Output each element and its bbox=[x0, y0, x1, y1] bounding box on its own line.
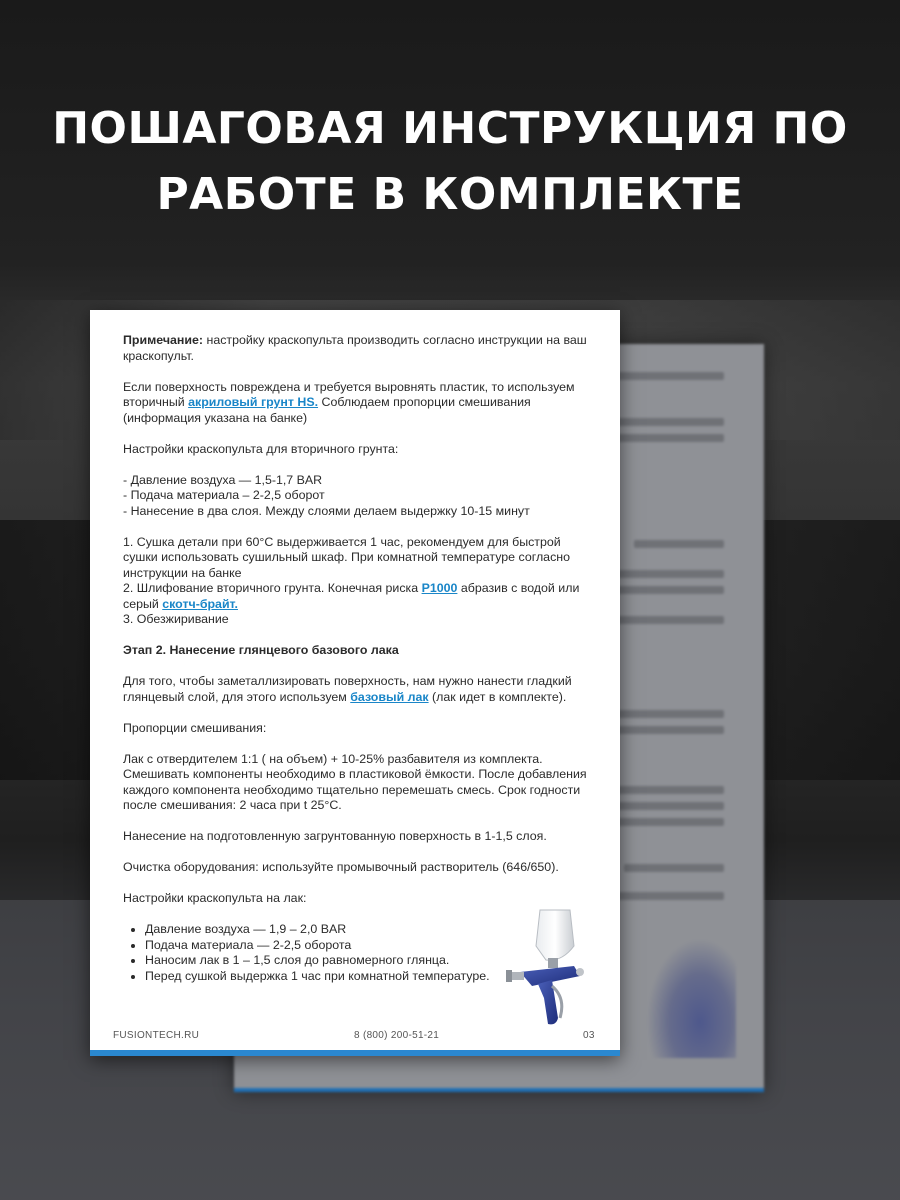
primer-paragraph bbox=[123, 380, 593, 427]
scotch-brite-link[interactable]: скотч-брайт. bbox=[162, 596, 238, 611]
primer-text-a: Если поверхность повреждена и требуется выровнять пластик, то используем вторичный bbox=[123, 379, 575, 409]
primer-setting-item: - Давление воздуха — 1,5-1,7 BAR bbox=[123, 472, 323, 487]
primer-settings-title: Настройки краскопульта для вторичного грунта: bbox=[123, 441, 399, 456]
footer-page-number: 03 bbox=[583, 1030, 595, 1041]
back-page-footer-bar bbox=[234, 1088, 764, 1092]
application-text: Нанесение на подготовленную загрунтованную поверхность в 1-1,5 слоя. bbox=[123, 829, 547, 843]
acrylic-primer-link[interactable]: акриловый грунт HS. bbox=[188, 395, 319, 409]
headline-line-1: ПОШАГОВАЯ ИНСТРУКЦИЯ ПО bbox=[52, 103, 848, 154]
footer-phone: 8 (800) 200-51-21 bbox=[354, 1030, 440, 1041]
lacquer-setting-item: • Подача материала — 2-2,5 оборота bbox=[145, 938, 593, 954]
lacquer-setting-item: • Наносим лак в 1 – 1,5 слоя до равномерного глянца. bbox=[145, 953, 593, 969]
step-2 bbox=[123, 581, 593, 612]
page-footer bbox=[90, 1022, 620, 1056]
note-paragraph bbox=[123, 333, 593, 364]
primer-setting-item: - Нанесение в два слоя. Между слоями делаем выдержку 10-15 минут bbox=[123, 503, 530, 518]
p1000-link[interactable]: P1000 bbox=[421, 581, 458, 595]
lacquer-setting-item: • Перед сушкой выдержка 1 час при комнатной температуре. bbox=[145, 969, 593, 985]
stage-2-title bbox=[123, 643, 593, 659]
step-2-text-b: абразив с водой или серый bbox=[123, 581, 580, 611]
page-content bbox=[123, 333, 593, 984]
instruction-page bbox=[90, 310, 620, 1056]
note-label: Примечание: bbox=[123, 333, 204, 347]
headline bbox=[0, 96, 900, 228]
blurred-text-line bbox=[614, 892, 724, 900]
step-3: 3. Обезжиривание bbox=[123, 612, 229, 626]
blurred-text-line bbox=[604, 616, 724, 624]
blurred-text-line bbox=[634, 540, 724, 548]
step-1: 1. Сушка детали при 60°C выдерживается 1 час, рекомендуем для быстрой сушки использовать сушильный шкаф. При комнатной температуре согласно инструкции на банке bbox=[123, 534, 571, 580]
primer-text-b: Соблюдаем пропорции смешивания (информация указана на банке) bbox=[123, 395, 531, 425]
blurred-text-line bbox=[624, 864, 724, 872]
primer-setting-item: - Подача материала – 2-2,5 оборот bbox=[123, 488, 325, 502]
base-lacquer-paragraph bbox=[123, 674, 593, 705]
base-lacquer-text-b: (лак идет в комплекте). bbox=[428, 689, 567, 704]
blurred-text-line bbox=[604, 786, 724, 794]
note-text: настройку краскопульта производить согласно инструкции на ваш краскопульт. bbox=[123, 333, 587, 363]
base-lacquer-text-a: Для того, чтобы заметаллизировать поверхность, нам нужно нанести гладкий глянцевый слой, для этого используем bbox=[123, 674, 572, 704]
footer-bar bbox=[90, 1050, 620, 1056]
blurred-text-line bbox=[604, 726, 724, 734]
cleaning-text: Очистка оборудования: используйте промывочный растворитель (646/650). bbox=[123, 860, 559, 874]
lacquer-settings-title: Настройки краскопульта на лак: bbox=[123, 891, 307, 905]
lacquer-setting-item: • Давление воздуха — 1,9 – 2,0 BAR bbox=[145, 922, 593, 938]
spray-gun-icon bbox=[502, 906, 602, 1036]
step-2-text-a: 2. Шлифование вторичного грунта. Конечная риска bbox=[123, 581, 422, 595]
base-lacquer-link[interactable]: базовый лак bbox=[350, 689, 429, 704]
blurred-spray-gun bbox=[646, 938, 736, 1058]
stage-2-title-text: Этап 2. Нанесение глянцевого базового лака bbox=[123, 643, 399, 657]
headline-line-2: РАБОТЕ В КОМПЛЕКТЕ bbox=[156, 169, 744, 220]
proportions-text: Лак с отвердителем 1:1 ( на объем) + 10-25% разбавителя из комплекта. Смешивать компоненты необходимо в пластиковой ёмкости. После добавления каждого компонента необходимо тщательно перемешать смесь. Срок годности после смешивания: 2 часа при t 25°C. bbox=[123, 751, 587, 812]
proportions-title: Пропорции смешивания: bbox=[123, 720, 267, 735]
footer-site: FUSIONTECH.RU bbox=[113, 1030, 200, 1041]
